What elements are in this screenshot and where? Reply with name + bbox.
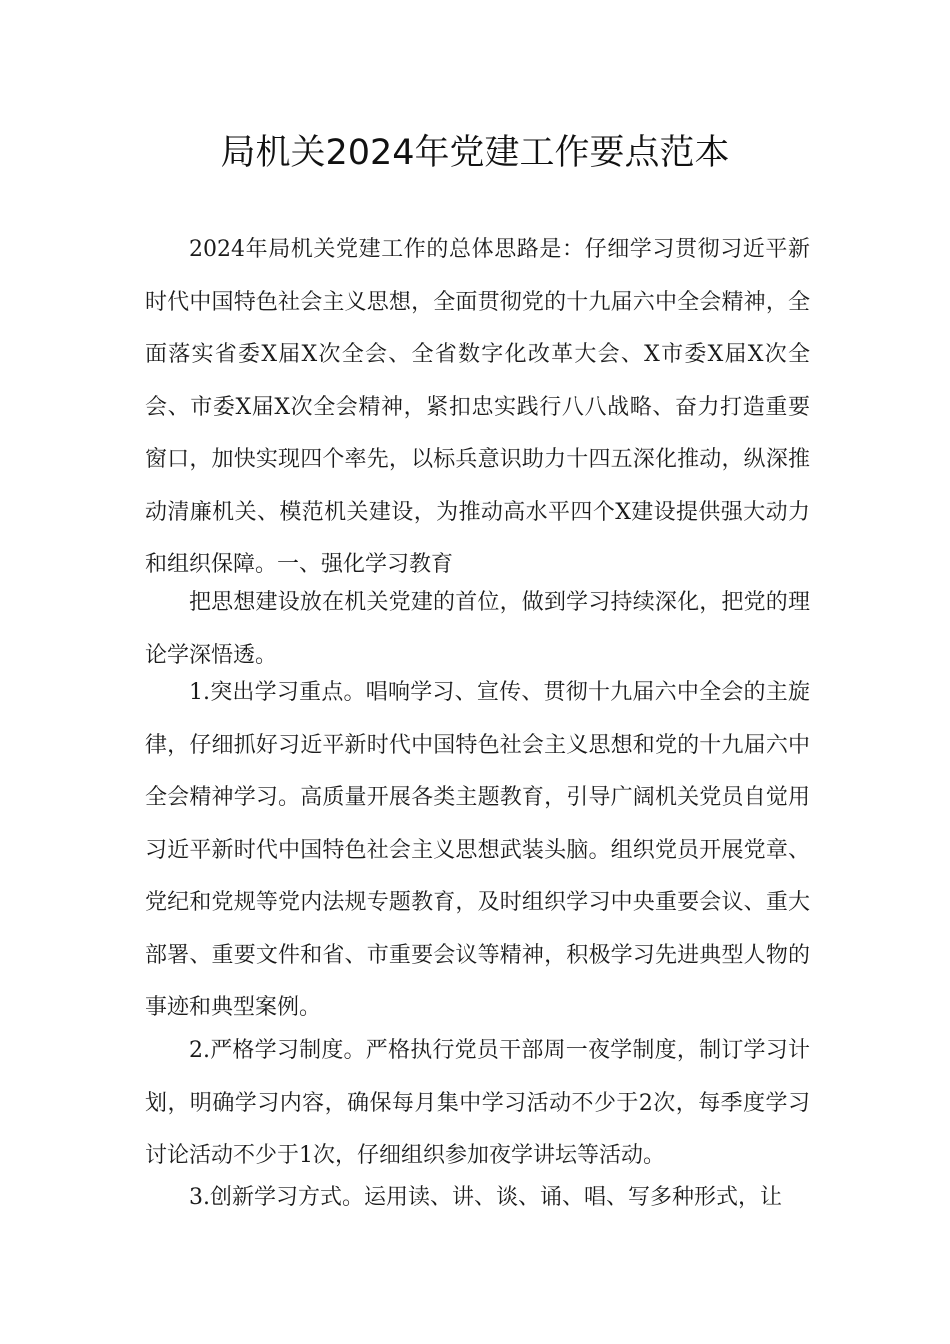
paragraph-ideological-building: 把思想建设放在机关党建的首位，做到学习持续深化，把党的理论学深悟透。 xyxy=(145,590,810,668)
document-title: 局机关2024年党建工作要点范本 xyxy=(220,133,730,173)
paragraph-study-system: 2.严格学习制度。严格执行党员干部周一夜学制度，制订学习计划，明确学习内容，确保每月集中学习活动不少于2次，每季度学习讨论活动不少于1次，仔细组织参加夜学讲坛等活动。 xyxy=(145,1038,810,1168)
paragraph-overall-approach: 2024年局机关党建工作的总体思路是：仔细学习贯彻习近平新时代中国特色社会主义思想，全面贯彻党的十九届六中全会精神，全面落实省委X届X次全会、全省数字化改革大会、X市委X届X次全会、市委X届X次全会精神，紧扣忠实践行八八战略、奋力打造重要窗口，加快实现四个率先，以标兵意识助力十四五深化推动，纵深推动清廉机关、模范机关建设，为推动高水平四个X建设提供强大动力和组织保障。一、强化学习教育 xyxy=(145,237,810,577)
paragraph-study-focus: 1.突出学习重点。唱响学习、宣传、贯彻十九届六中全会的主旋律，仔细抓好习近平新时代中国特色社会主义思想和党的十九届六中全会精神学习。高质量开展各类主题教育，引导广阔机关党员自觉用习近平新时代中国特色社会主义思想武装头脑。组织党员开展党章、党纪和党规等党内法规专题教育，及时组织学习中央重要会议、重大部署、重要文件和省、市重要会议等精神，积极学习先进典型人物的事迹和典型案例。 xyxy=(145,680,810,1020)
paragraph-study-methods: 3.创新学习方式。运用读、讲、谈、诵、唱、写多种形式，让 xyxy=(189,1185,782,1210)
